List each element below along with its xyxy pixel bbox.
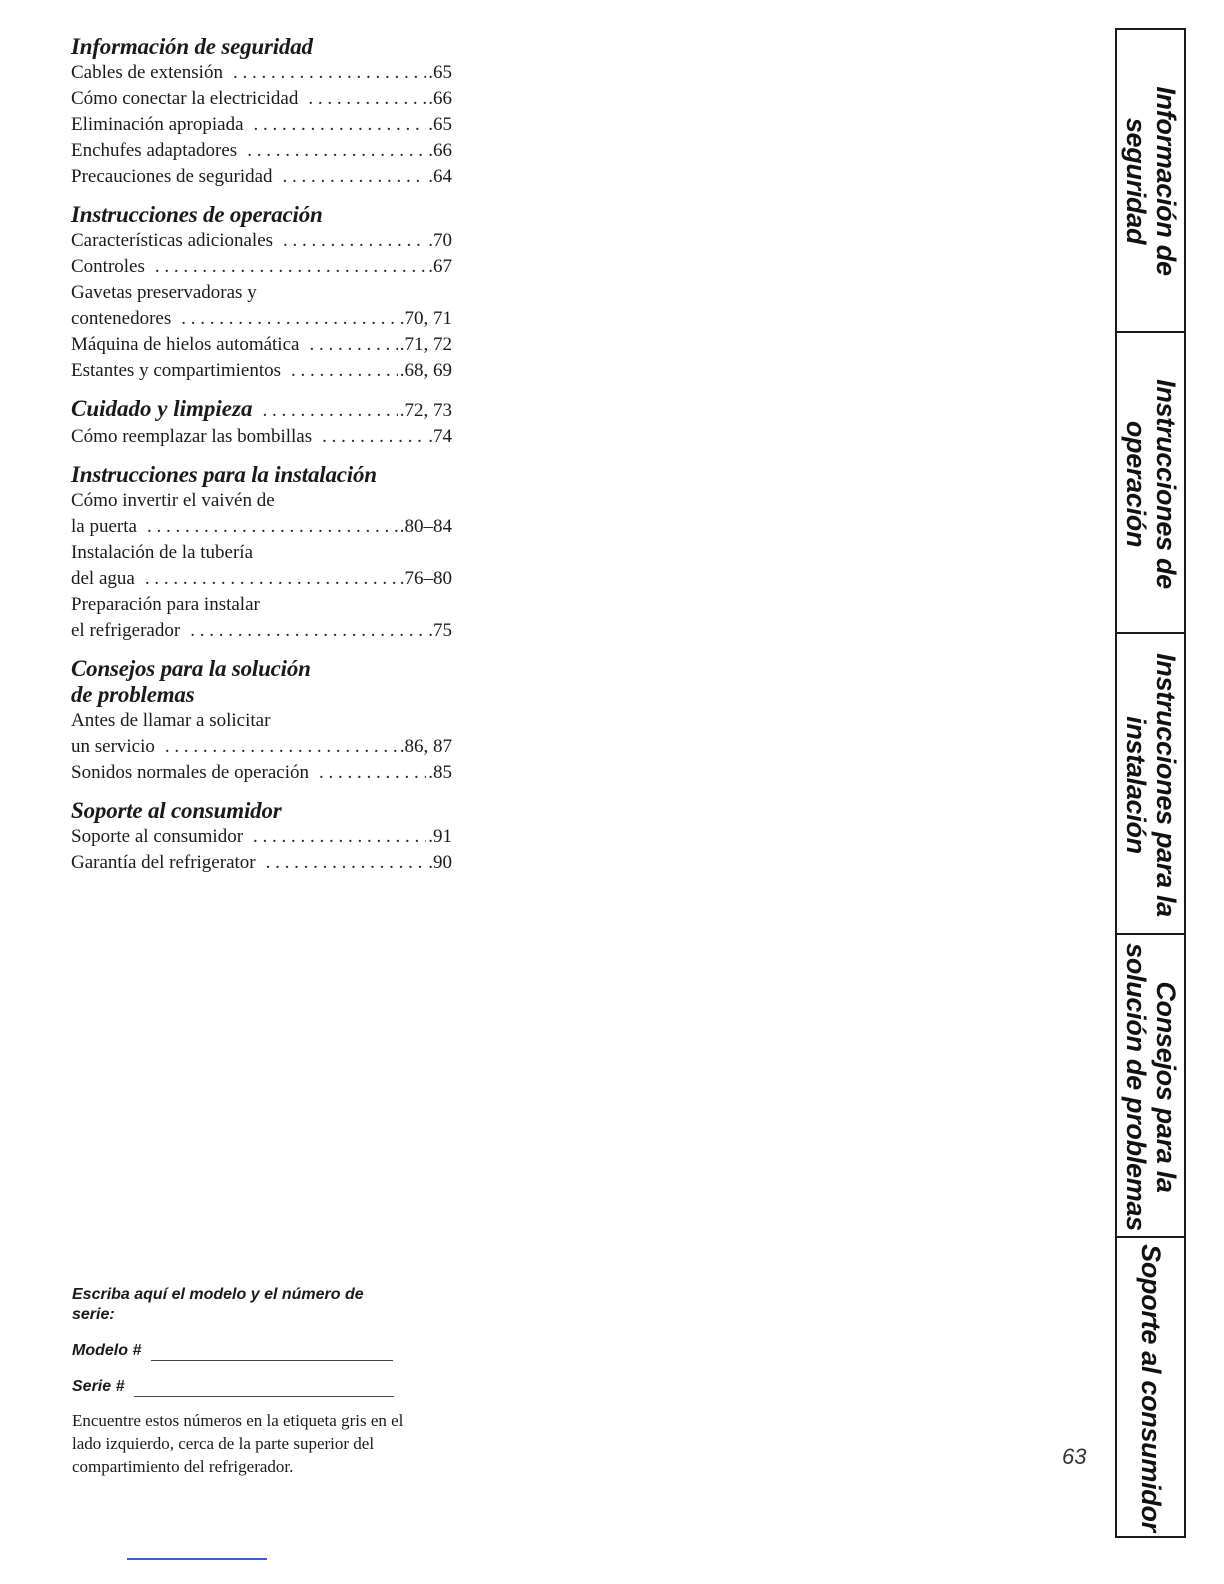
entry-label-line1: Preparación para instalar [71,594,260,615]
toc-entry[interactable] [71,734,452,760]
tab-label-line1: Información de [1150,85,1181,276]
table-of-contents [71,34,452,888]
leader-dots [283,164,427,190]
tab-label-line2: instalación [1120,715,1151,854]
section-heading: Información de seguridad [71,34,313,59]
toc-entry[interactable] [71,306,452,332]
entry-page: .70 [428,230,452,251]
leader-dots [233,60,426,86]
leader-dots [319,760,426,786]
tab-label [1121,943,1181,1231]
toc-entry[interactable] [71,164,452,190]
entry-page: .74 [428,426,452,447]
entry-page: .85 [428,762,452,783]
toc-entry[interactable] [71,332,452,358]
section-heading: Instrucciones de operación [71,202,323,227]
entry-page: .68, 69 [399,360,452,381]
model-serial-record [72,1285,432,1478]
leader-dots [253,824,426,850]
leader-dots [309,332,397,358]
section-heading: Cuidado y limpieza [71,396,253,421]
leader-dots [262,398,397,424]
record-note: Encuentre estos números en la etiqueta gris en el lado izquierdo, cerca de la parte superior del compartimiento del refrigerador. [72,1411,404,1476]
entry-page: .80–84 [399,516,452,537]
model-blank-line[interactable] [151,1344,393,1361]
serial-field [72,1377,432,1397]
entry-label: del agua [71,568,135,589]
leader-dots [291,358,398,384]
section-heading-line2: de problemas [71,682,195,707]
tab-label-line1: Instrucciones para la [1150,652,1181,917]
toc-entry[interactable] [71,228,452,254]
entry-label: un servicio [71,736,155,757]
entry-label: la puerta [71,516,137,537]
leader-dots [308,86,426,112]
toc-entry[interactable] [71,760,452,786]
entry-label: Eliminación apropiada [71,114,244,135]
leader-dots [283,228,426,254]
entry-page: .86, 87 [399,736,452,757]
tab-consumer-support[interactable] [1117,1236,1184,1538]
section-heading: Instrucciones para la instalación [71,462,377,487]
toc-entry[interactable] [71,254,452,280]
entry-label: Cómo reemplazar las bombillas [71,426,313,447]
toc-entry[interactable] [71,824,452,850]
entry-page: .75 [428,620,452,641]
footer-rule [127,1558,267,1560]
tab-operation[interactable] [1117,331,1184,634]
leader-dots [254,112,427,138]
entry-label-line1: Gavetas preservadoras y [71,282,257,303]
section-heading: Consejos para la solución [71,656,311,681]
serial-blank-line[interactable] [134,1380,394,1397]
toc-section-care [71,396,452,450]
entry-label: Precauciones de seguridad [71,166,273,187]
leader-dots [145,566,398,592]
entry-page: .64 [428,166,452,187]
tab-label-line1: Consejos para la [1150,980,1181,1193]
entry-page: .71, 72 [399,334,452,355]
toc-entry[interactable] [71,86,452,112]
entry-label: el refrigerador [71,620,181,641]
toc-entry[interactable] [71,618,452,644]
entry-label: Cables de extensión [71,62,223,83]
toc-entry[interactable] [71,60,452,86]
toc-section-support [71,798,452,876]
entry-page: .67 [428,256,452,277]
entry-page: .65 [428,114,452,135]
entry-page: .90 [428,852,452,873]
toc-entry[interactable] [71,424,452,450]
section-tabs [1115,28,1186,1538]
tab-label-line1: Instrucciones de [1150,378,1181,589]
entry-label-line1: Antes de llamar a solicitar [71,710,271,731]
tab-label [1121,379,1181,589]
model-field [72,1341,432,1361]
toc-entry[interactable] [71,112,452,138]
entry-page: .72, 73 [399,400,452,421]
toc-entry[interactable] [71,138,452,164]
entry-page: .66 [428,140,452,161]
tab-label-line1: Soporte al consumidor [1135,1244,1166,1532]
entry-label: Garantía del refrigerator [71,852,256,873]
toc-entry[interactable] [71,850,452,876]
leader-dots [165,734,398,760]
entry-label-line1: Instalación de la tubería [71,542,254,563]
model-label: Modelo # [72,1342,142,1359]
leader-dots [147,514,398,540]
leader-dots [266,850,427,876]
entry-label: contenedores [71,308,172,329]
section-heading: Soporte al consumidor [71,798,282,823]
serial-label: Serie # [72,1378,125,1395]
entry-page: .66 [428,88,452,109]
entry-page: .76–80 [399,568,452,589]
entry-label: Máquina de hielos automática [71,334,300,355]
entry-label: Estantes y compartimientos [71,360,282,381]
leader-dots [190,618,426,644]
tab-troubleshooting[interactable] [1117,933,1184,1238]
record-heading: Escriba aquí el modelo y el número de serie: [72,1286,364,1323]
entry-page: .91 [428,826,452,847]
tab-label-line2: solución de problemas [1120,942,1151,1231]
entry-label: Características adicionales [71,230,274,251]
tab-installation[interactable] [1117,632,1184,935]
toc-section-installation [71,462,452,644]
entry-label: Cómo conectar la electricidad [71,88,299,109]
entry-page: .65 [428,62,452,83]
toc-entry[interactable] [71,396,452,424]
leader-dots [155,254,426,280]
leader-dots [322,424,426,450]
leader-dots [181,306,398,332]
entry-label: Soporte al consumidor [71,826,244,847]
entry-label: Enchufes adaptadores [71,140,238,161]
tab-label-line2: seguridad [1120,117,1151,244]
entry-label: Controles [71,256,145,277]
entry-label-line1: Cómo invertir el vaivén de [71,490,275,511]
page-number: 63 [1062,1444,1087,1469]
toc-section-troubleshooting [71,656,452,786]
tab-label [1136,1244,1166,1532]
tab-label [1121,86,1181,275]
toc-section-safety [71,34,452,190]
entry-page: .70, 71 [399,308,452,329]
tab-label-line2: operación [1120,420,1151,547]
toc-entry[interactable] [71,358,452,384]
toc-entry[interactable] [71,514,452,540]
tab-safety[interactable] [1117,30,1184,331]
toc-section-operation [71,202,452,384]
leader-dots [247,138,426,164]
tab-label [1121,653,1181,917]
toc-entry[interactable] [71,566,452,592]
entry-label: Sonidos normales de operación [71,762,309,783]
